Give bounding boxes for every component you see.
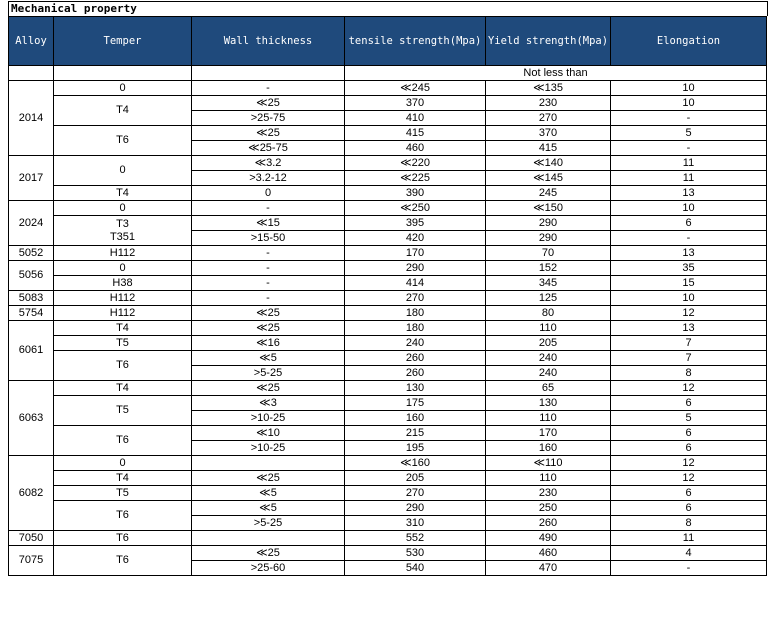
table-cell: 7 — [611, 336, 767, 351]
table-cell: 0 — [54, 201, 192, 216]
table-cell: 8 — [611, 366, 767, 381]
table-cell: >3.2-12 — [192, 171, 345, 186]
table-cell: H112 — [54, 246, 192, 261]
table-cell: 6 — [611, 501, 767, 516]
table-cell: 245 — [486, 186, 611, 201]
table-cell: 410 — [345, 111, 486, 126]
not-less-than-note: Not less than — [345, 66, 767, 81]
table-cell: 0 — [54, 456, 192, 471]
table-cell: H112 — [54, 306, 192, 321]
table-row — [9, 156, 767, 171]
table-cell: T6 — [54, 501, 192, 531]
table-cell: T4 — [54, 96, 192, 126]
table-cell: ≪250 — [345, 201, 486, 216]
table-row — [9, 531, 767, 546]
header-wall-thickness: Wall thickness — [192, 17, 345, 66]
table-cell: 530 — [345, 546, 486, 561]
table-cell: H38 — [54, 276, 192, 291]
table-row — [9, 81, 767, 96]
table-cell: T4 — [54, 471, 192, 486]
table-cell: - — [192, 276, 345, 291]
header-elongation: Elongation — [611, 17, 767, 66]
table-cell: ≪135 — [486, 81, 611, 96]
table-cell — [192, 456, 345, 471]
table-cell: T6 — [54, 351, 192, 381]
table-cell: 414 — [345, 276, 486, 291]
table-row — [9, 291, 767, 306]
table-cell: 6 — [611, 426, 767, 441]
table-cell: ≪150 — [486, 201, 611, 216]
table-cell: 310 — [345, 516, 486, 531]
table-row — [9, 336, 767, 351]
table-cell: 345 — [486, 276, 611, 291]
table-cell — [54, 216, 192, 246]
table-cell: 170 — [486, 426, 611, 441]
table-cell: 160 — [345, 411, 486, 426]
table-cell: 4 — [611, 546, 767, 561]
table-cell: 420 — [345, 231, 486, 246]
alloy-cell: 2024 — [9, 201, 54, 246]
table-cell: ≪25 — [192, 546, 345, 561]
table-cell: T6 — [54, 546, 192, 576]
table-cell: >5-25 — [192, 366, 345, 381]
table-cell: ≪25 — [192, 96, 345, 111]
table-cell: ≪145 — [486, 171, 611, 186]
table-cell: 552 — [345, 531, 486, 546]
table-cell: ≪25 — [192, 321, 345, 336]
table-cell: 110 — [486, 321, 611, 336]
table-cell: 10 — [611, 96, 767, 111]
table-cell: 0 — [192, 186, 345, 201]
table-cell: 240 — [486, 366, 611, 381]
table-cell: 290 — [345, 261, 486, 276]
table-cell: 370 — [345, 96, 486, 111]
table-row — [9, 486, 767, 501]
table-cell: 180 — [345, 306, 486, 321]
table-cell: 0 — [54, 156, 192, 186]
header-alloy: Alloy — [9, 17, 54, 66]
table-row — [9, 471, 767, 486]
table-row — [9, 186, 767, 201]
table-cell: ≪25 — [192, 471, 345, 486]
table-cell: T4 — [54, 321, 192, 336]
table-cell: 11 — [611, 171, 767, 186]
table-cell: 0 — [54, 81, 192, 96]
table-cell: 240 — [486, 351, 611, 366]
table-cell: 460 — [345, 141, 486, 156]
table-cell: H112 — [54, 291, 192, 306]
table-cell: 5 — [611, 126, 767, 141]
header-yield-strength: Yield strength(Mpa) — [486, 17, 611, 66]
table-cell: 110 — [486, 471, 611, 486]
table-cell: ≪25 — [192, 306, 345, 321]
table-cell: 6 — [611, 441, 767, 456]
table-cell: ≪5 — [192, 486, 345, 501]
note-spacer-temper — [54, 66, 192, 81]
table-cell: 13 — [611, 321, 767, 336]
table-cell: 270 — [345, 291, 486, 306]
table-row — [9, 456, 767, 471]
table-cell: 110 — [486, 411, 611, 426]
temper-line: T351 — [109, 230, 136, 243]
table-cell: 260 — [486, 516, 611, 531]
table-body — [9, 66, 767, 576]
table-title: Mechanical property — [8, 1, 768, 16]
table-cell: 6 — [611, 396, 767, 411]
header-tensile-strength: tensile strength(Mpa) — [345, 17, 486, 66]
table-cell: - — [611, 141, 767, 156]
table-row — [9, 261, 767, 276]
table-cell: 260 — [345, 351, 486, 366]
note-row — [9, 66, 767, 81]
table-cell: 250 — [486, 501, 611, 516]
header-temper: Temper — [54, 17, 192, 66]
table-cell: 125 — [486, 291, 611, 306]
table-cell: ≪25-75 — [192, 141, 345, 156]
alloy-cell: 7075 — [9, 546, 54, 576]
header-row — [9, 17, 767, 66]
table-cell: T5 — [54, 486, 192, 501]
table-cell: ≪225 — [345, 171, 486, 186]
table-cell: T5 — [54, 336, 192, 351]
table-cell: 8 — [611, 516, 767, 531]
table-cell: - — [192, 201, 345, 216]
table-cell: 390 — [345, 186, 486, 201]
alloy-cell: 5056 — [9, 261, 54, 291]
table-cell: 12 — [611, 456, 767, 471]
table-cell: ≪140 — [486, 156, 611, 171]
table-cell: ≪160 — [345, 456, 486, 471]
table-cell: - — [192, 291, 345, 306]
table-cell: 10 — [611, 201, 767, 216]
table-cell: T6 — [54, 531, 192, 546]
table-cell: 180 — [345, 321, 486, 336]
note-spacer-thickness — [192, 66, 345, 81]
alloy-cell: 2014 — [9, 81, 54, 156]
table-header — [9, 17, 767, 66]
alloy-cell: 6061 — [9, 321, 54, 381]
table-cell: 195 — [345, 441, 486, 456]
table-cell: 10 — [611, 291, 767, 306]
note-spacer-alloy — [9, 66, 54, 81]
table-cell: 0 — [54, 261, 192, 276]
table-cell: 13 — [611, 246, 767, 261]
table-cell: 270 — [486, 111, 611, 126]
alloy-cell: 2017 — [9, 156, 54, 201]
table-cell: >25-60 — [192, 561, 345, 576]
table-cell: 230 — [486, 96, 611, 111]
table-cell: - — [611, 561, 767, 576]
table-cell: ≪25 — [192, 126, 345, 141]
table-row — [9, 96, 767, 111]
table-cell: 290 — [345, 501, 486, 516]
alloy-cell: 5052 — [9, 246, 54, 261]
table-cell: 540 — [345, 561, 486, 576]
table-cell: ≪245 — [345, 81, 486, 96]
table-cell: ≪10 — [192, 426, 345, 441]
table-cell: 395 — [345, 216, 486, 231]
table-cell: T5 — [54, 396, 192, 426]
table-row — [9, 246, 767, 261]
mechanical-property-table — [8, 16, 767, 576]
table-cell: 270 — [345, 486, 486, 501]
table-cell: 12 — [611, 306, 767, 321]
table-cell: 12 — [611, 381, 767, 396]
table-cell: 65 — [486, 381, 611, 396]
table-cell: 290 — [486, 231, 611, 246]
table-cell: 10 — [611, 81, 767, 96]
table-row — [9, 546, 767, 561]
table-cell: 160 — [486, 441, 611, 456]
table-row — [9, 396, 767, 411]
table-row — [9, 276, 767, 291]
table-cell: 415 — [345, 126, 486, 141]
table-cell: ≪110 — [486, 456, 611, 471]
table-cell: 130 — [486, 396, 611, 411]
alloy-cell: 6063 — [9, 381, 54, 456]
table-cell: 240 — [345, 336, 486, 351]
table-cell: ≪15 — [192, 216, 345, 231]
table-cell: ≪5 — [192, 351, 345, 366]
table-cell: 415 — [486, 141, 611, 156]
table-cell: >25-75 — [192, 111, 345, 126]
table-cell: >5-25 — [192, 516, 345, 531]
alloy-cell: 5754 — [9, 306, 54, 321]
table-cell: >15-50 — [192, 231, 345, 246]
table-cell: 130 — [345, 381, 486, 396]
table-cell: 80 — [486, 306, 611, 321]
table-cell: 7 — [611, 351, 767, 366]
table-cell: 490 — [486, 531, 611, 546]
table-row — [9, 201, 767, 216]
table-cell: 11 — [611, 531, 767, 546]
table-cell: T4 — [54, 381, 192, 396]
table-row — [9, 351, 767, 366]
table-cell: 205 — [345, 471, 486, 486]
table-cell: ≪25 — [192, 381, 345, 396]
table-cell: 170 — [345, 246, 486, 261]
table-cell: 6 — [611, 486, 767, 501]
table-cell: 175 — [345, 396, 486, 411]
table-cell: 230 — [486, 486, 611, 501]
table-cell: T6 — [54, 126, 192, 156]
table-cell: - — [192, 81, 345, 96]
table-cell: - — [192, 261, 345, 276]
table-row — [9, 501, 767, 516]
table-cell: 12 — [611, 471, 767, 486]
table-cell: >10-25 — [192, 411, 345, 426]
table-cell: 13 — [611, 186, 767, 201]
table-cell: >10-25 — [192, 441, 345, 456]
table-cell: T6 — [54, 426, 192, 456]
alloy-cell: 5083 — [9, 291, 54, 306]
alloy-cell: 6082 — [9, 456, 54, 531]
table-cell: 215 — [345, 426, 486, 441]
table-cell: 260 — [345, 366, 486, 381]
temper-line: T3 — [116, 217, 129, 230]
table-row — [9, 381, 767, 396]
table-cell: ≪16 — [192, 336, 345, 351]
table-cell — [192, 531, 345, 546]
table-cell: 5 — [611, 411, 767, 426]
table-cell: 290 — [486, 216, 611, 231]
table-cell: 70 — [486, 246, 611, 261]
table-cell: - — [611, 111, 767, 126]
table-cell: 6 — [611, 216, 767, 231]
table-cell: ≪5 — [192, 501, 345, 516]
table-cell: 205 — [486, 336, 611, 351]
table-row — [9, 126, 767, 141]
alloy-cell: 7050 — [9, 531, 54, 546]
table-cell: ≪3.2 — [192, 156, 345, 171]
table-cell: 15 — [611, 276, 767, 291]
table-cell: T4 — [54, 186, 192, 201]
table-cell: 35 — [611, 261, 767, 276]
table-row — [9, 216, 767, 231]
table-cell: - — [192, 246, 345, 261]
table-cell: 370 — [486, 126, 611, 141]
table-row — [9, 321, 767, 336]
table-row — [9, 426, 767, 441]
table-cell: ≪3 — [192, 396, 345, 411]
table-cell: 470 — [486, 561, 611, 576]
table-cell: 152 — [486, 261, 611, 276]
table-cell: - — [611, 231, 767, 246]
table-cell: 11 — [611, 156, 767, 171]
table-cell: ≪220 — [345, 156, 486, 171]
table-cell: 460 — [486, 546, 611, 561]
table-row — [9, 306, 767, 321]
